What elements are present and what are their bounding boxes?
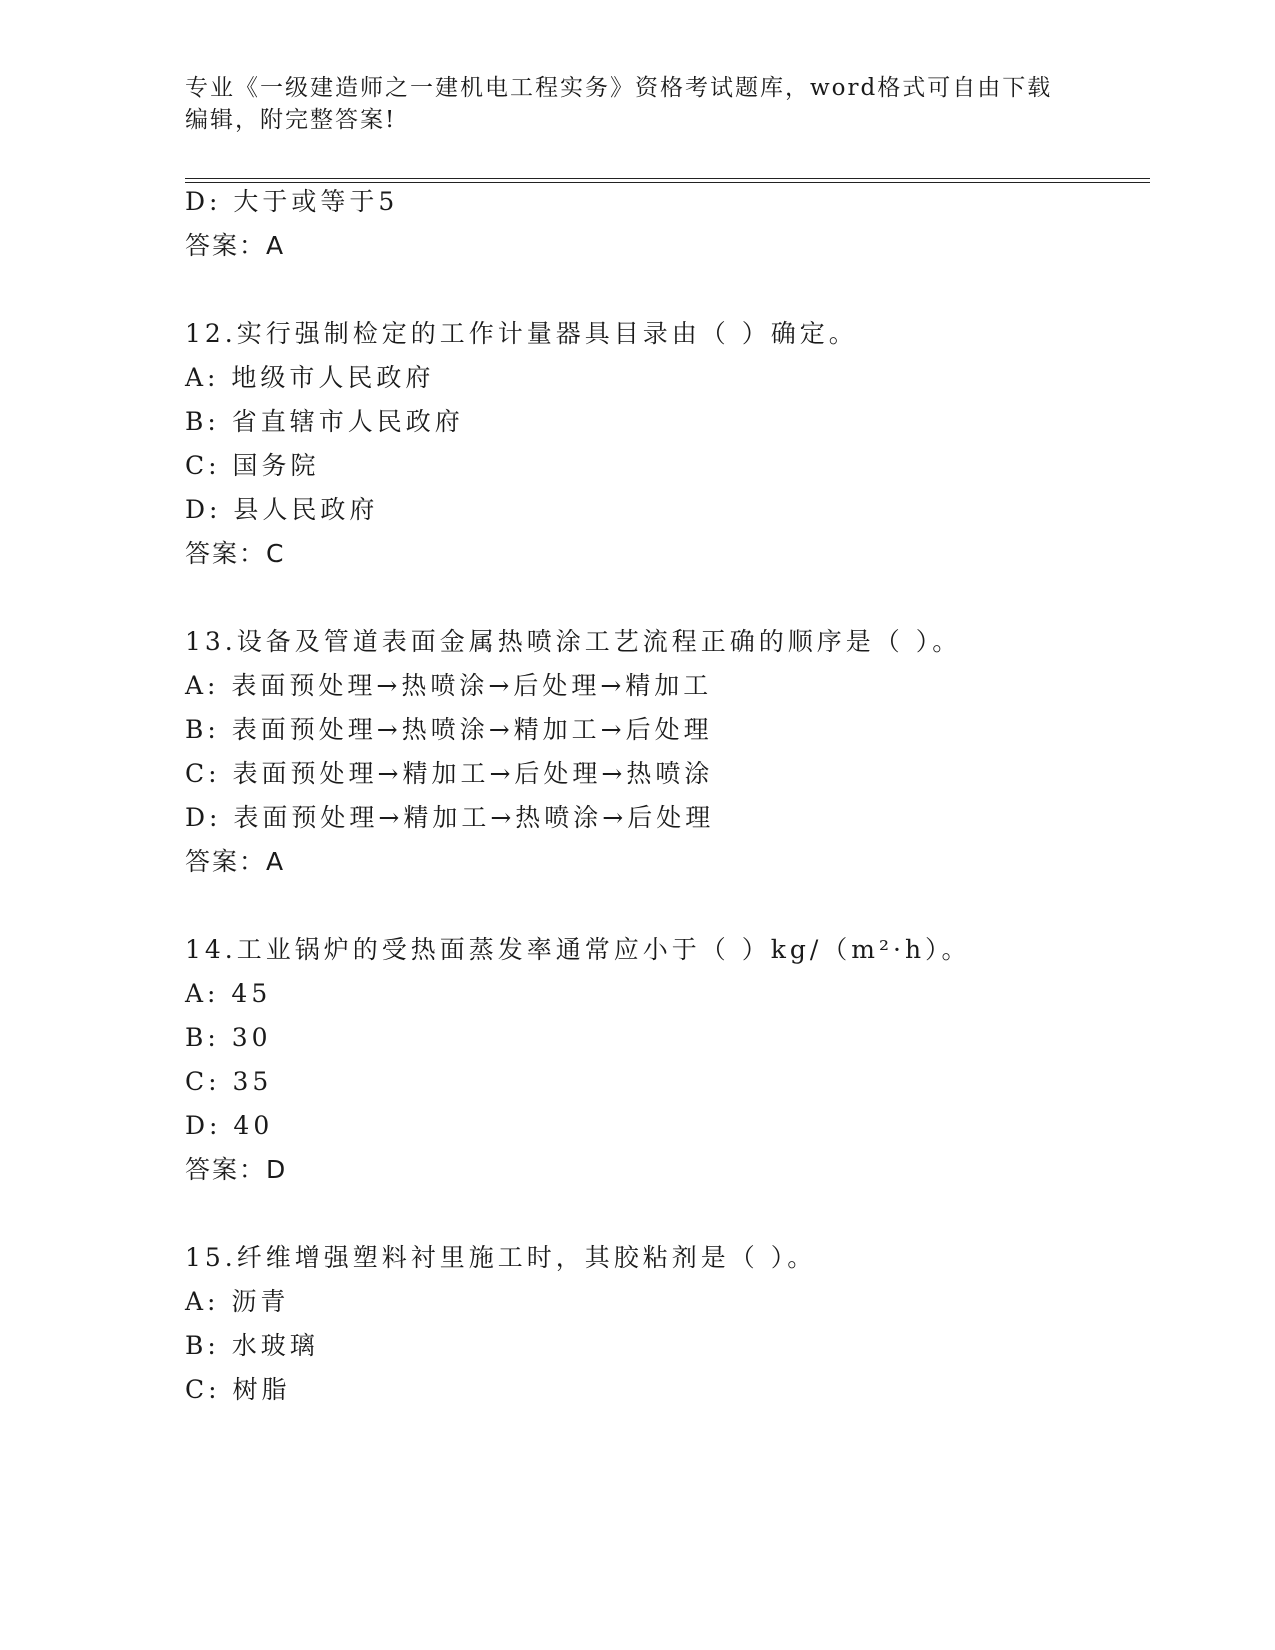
carryover-answer: 答案：A xyxy=(185,231,286,260)
question-14-option-b: B: 30 xyxy=(185,1023,272,1052)
question-13-option-d: D: 表面预处理→精加工→热喷涂→后处理 xyxy=(185,803,715,832)
document-header: 专业《一级建造师之一建机电工程实务》资格考试题库，word格式可自由下载编辑，附完整答案! xyxy=(185,75,1053,133)
question-14-option-c: C: 35 xyxy=(185,1067,273,1096)
header-divider-bottom xyxy=(185,182,1150,183)
question-12-option-a: A: 地级市人民政府 xyxy=(185,363,435,392)
question-13-answer: 答案：A xyxy=(185,847,286,876)
question-14-option-a: A: 45 xyxy=(185,979,272,1008)
question-12-stem: 12.实行强制检定的工作计量器具目录由（ ）确定。 xyxy=(185,319,858,348)
question-15-stem: 15.纤维增强塑料衬里施工时，其胶粘剂是（ ）。 xyxy=(185,1243,817,1272)
question-12-option-d: D: 县人民政府 xyxy=(185,495,379,524)
question-13-option-a: A: 表面预处理→热喷涂→后处理→精加工 xyxy=(185,671,713,700)
question-15-option-b: B: 水玻璃 xyxy=(185,1331,319,1360)
question-14-option-d: D: 40 xyxy=(185,1111,274,1140)
header-divider-top xyxy=(185,178,1150,179)
question-15-option-a: A: 沥青 xyxy=(185,1287,290,1316)
question-12-answer: 答案：C xyxy=(185,539,286,568)
question-15-option-c: C: 树脂 xyxy=(185,1375,291,1404)
question-13-stem: 13.设备及管道表面金属热喷涂工艺流程正确的顺序是（ ）。 xyxy=(185,627,962,656)
question-13-option-c: C: 表面预处理→精加工→后处理→热喷涂 xyxy=(185,759,714,788)
question-12-option-b: B: 省直辖市人民政府 xyxy=(185,407,464,436)
question-14-stem: 14.工业锅炉的受热面蒸发率通常应小于（ ）kg/（m²·h）。 xyxy=(185,935,971,964)
question-14-answer: 答案：D xyxy=(185,1155,288,1184)
question-12-option-c: C: 国务院 xyxy=(185,451,320,480)
question-13-option-b: B: 表面预处理→热喷涂→精加工→后处理 xyxy=(185,715,713,744)
carryover-option-d: D: 大于或等于5 xyxy=(185,187,399,216)
